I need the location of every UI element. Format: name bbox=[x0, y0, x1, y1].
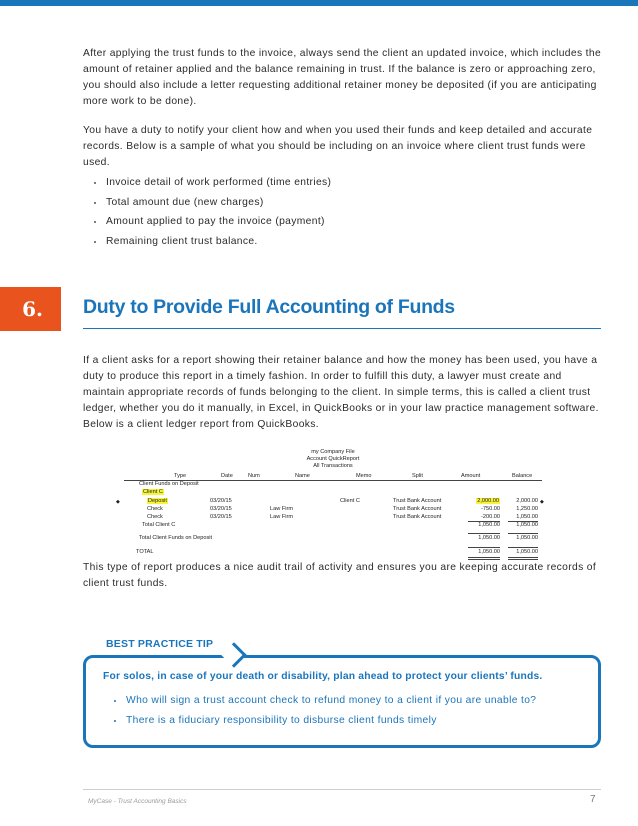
report-row-split: Trust Bank Account bbox=[393, 514, 442, 520]
report-total-group-balance: 1,050.00 bbox=[516, 535, 538, 541]
after-report-paragraph: This type of report produces a nice audit trail of activity and ensures you are keeping accurate records of client trust funds. bbox=[83, 562, 597, 589]
list-item-text: Total amount due (new charges) bbox=[106, 196, 264, 208]
list-item-text: There is a fiduciary responsibility to disburse client funds timely bbox=[126, 714, 437, 726]
report-grand-total-balance: 1,050.00 bbox=[516, 549, 538, 555]
report-row-type bbox=[147, 498, 168, 504]
client-label-text: Client C bbox=[143, 489, 163, 495]
intro-paragraph-2: You have a duty to notify your client how and when you used their funds and keep detailed and accurate records. Below is a sample of what you should be including on an invoice where client trust funds were used. bbox=[83, 125, 593, 168]
report-row-balance: 1,250.00 bbox=[516, 506, 538, 512]
report-grand-total-label: TOTAL bbox=[136, 549, 154, 555]
bullet-icon bbox=[94, 202, 96, 204]
row-marker-icon: ◆ bbox=[540, 499, 544, 505]
col-header-name: Name bbox=[295, 473, 310, 479]
report-row-split: Trust Bank Account bbox=[393, 506, 442, 512]
total-rule bbox=[508, 547, 538, 548]
list-item bbox=[92, 175, 331, 195]
report-total-client-balance: 1,050.00 bbox=[516, 522, 538, 528]
report-client-label bbox=[142, 489, 164, 495]
report-row-balance: 1,050.00 bbox=[516, 514, 538, 520]
col-header-balance: Balance bbox=[512, 473, 533, 479]
invoice-items-list bbox=[92, 175, 331, 253]
bullet-icon bbox=[94, 221, 96, 223]
report-row-name: Law Firm bbox=[270, 506, 293, 512]
report-row-type: Check bbox=[147, 506, 163, 512]
report-total-client-label: Total Client C bbox=[142, 522, 176, 528]
section-paragraph: If a client asks for a report showing their retainer balance and how the money has been used, you have a duty to produce this report in a timely fashion. In order to fulfill this duty, a lawyer must create and maintain appropriate records of funds belonging to the client. In simple terms, this is called a client trust ledger, whether you do it manually, in Excel, in QuickBooks or in your law practice management software. Below is a client ledger report from QuickBooks. bbox=[83, 355, 599, 430]
list-item bbox=[92, 214, 331, 234]
section-number-badge: 6. bbox=[0, 287, 61, 331]
list-item-text: Remaining client trust balance. bbox=[106, 235, 258, 247]
footer-divider bbox=[83, 789, 601, 790]
col-header-amount: Amount bbox=[461, 473, 481, 479]
tip-bullet-list bbox=[112, 693, 536, 732]
report-subtitle: All Transactions bbox=[313, 463, 353, 469]
col-header-type: Type bbox=[174, 473, 187, 479]
report-row-memo: Client C bbox=[340, 498, 360, 504]
tip-lead-text: For solos, in case of your death or disability, plan ahead to protect your clients’ funds. bbox=[103, 671, 543, 682]
intro-paragraph-1: After applying the trust funds to the invoice, always send the client an updated invoice, which includes the amount of retainer applied and the balance remaining in trust. If the balance is zero or approaching zero, you should also include a letter requesting additional retainer money be deposited (if you are anticipating more work to be done). bbox=[83, 48, 602, 107]
subtotal-rule bbox=[468, 533, 500, 534]
col-header-memo: Memo bbox=[356, 473, 372, 479]
total-double-rule bbox=[468, 557, 500, 558]
bullet-icon bbox=[114, 720, 116, 722]
quickbooks-report bbox=[116, 449, 546, 565]
bullet-icon bbox=[114, 700, 116, 702]
report-company: my Company File bbox=[311, 449, 355, 455]
report-row-amount: -750.00 bbox=[481, 506, 500, 512]
report-row-date: 03/20/15 bbox=[210, 514, 232, 520]
report-name: Account QuickReport bbox=[306, 456, 360, 462]
report-total-group-label: Total Client Funds on Deposit bbox=[139, 535, 213, 541]
total-double-rule bbox=[508, 557, 538, 558]
list-item-text: Amount applied to pay the invoice (payment) bbox=[106, 216, 325, 227]
report-total-client-amount: 1,050.00 bbox=[478, 522, 500, 528]
section-divider bbox=[83, 328, 601, 329]
list-item-text: Invoice detail of work performed (time entries) bbox=[106, 177, 332, 188]
bullet-icon bbox=[94, 182, 96, 184]
report-group-label: Client Funds on Deposit bbox=[139, 481, 199, 487]
row-marker-icon: ◆ bbox=[116, 499, 120, 505]
total-rule bbox=[468, 547, 500, 548]
list-item bbox=[92, 234, 331, 254]
col-header-split: Split bbox=[412, 473, 423, 479]
col-header-date: Date bbox=[221, 473, 233, 479]
report-row-type: Check bbox=[147, 514, 163, 520]
list-item bbox=[92, 195, 331, 215]
row-amount-text: 2,000.00 bbox=[477, 498, 499, 504]
row-type-text: Deposit bbox=[148, 498, 167, 504]
footer-document-title: MyCase - Trust Accounting Basics bbox=[88, 798, 187, 805]
list-item bbox=[112, 713, 536, 733]
best-practice-tip-label: BEST PRACTICE TIP bbox=[100, 633, 225, 655]
section-title: Duty to Provide Full Accounting of Funds bbox=[83, 296, 455, 318]
report-row-split: Trust Bank Account bbox=[393, 498, 442, 504]
report-row-date: 03/20/15 bbox=[210, 506, 232, 512]
list-item-text: Who will sign a trust account check to refund money to a client if you are unable to? bbox=[126, 695, 537, 706]
report-row-amount bbox=[468, 498, 500, 504]
report-total-group-amount: 1,050.00 bbox=[478, 535, 500, 541]
bullet-icon bbox=[94, 241, 96, 243]
report-row-amount: -200.00 bbox=[481, 514, 500, 520]
report-row-date: 03/20/15 bbox=[210, 498, 232, 504]
top-accent-bar bbox=[0, 0, 638, 6]
page-number: 7 bbox=[590, 794, 596, 805]
subtotal-rule bbox=[508, 533, 538, 534]
report-row-balance: 2,000.00 bbox=[516, 498, 538, 504]
report-grand-total-amount: 1,050.00 bbox=[478, 549, 500, 555]
report-row-name: Law Firm bbox=[270, 514, 293, 520]
col-header-num: Num bbox=[248, 473, 260, 479]
list-item bbox=[112, 693, 536, 713]
